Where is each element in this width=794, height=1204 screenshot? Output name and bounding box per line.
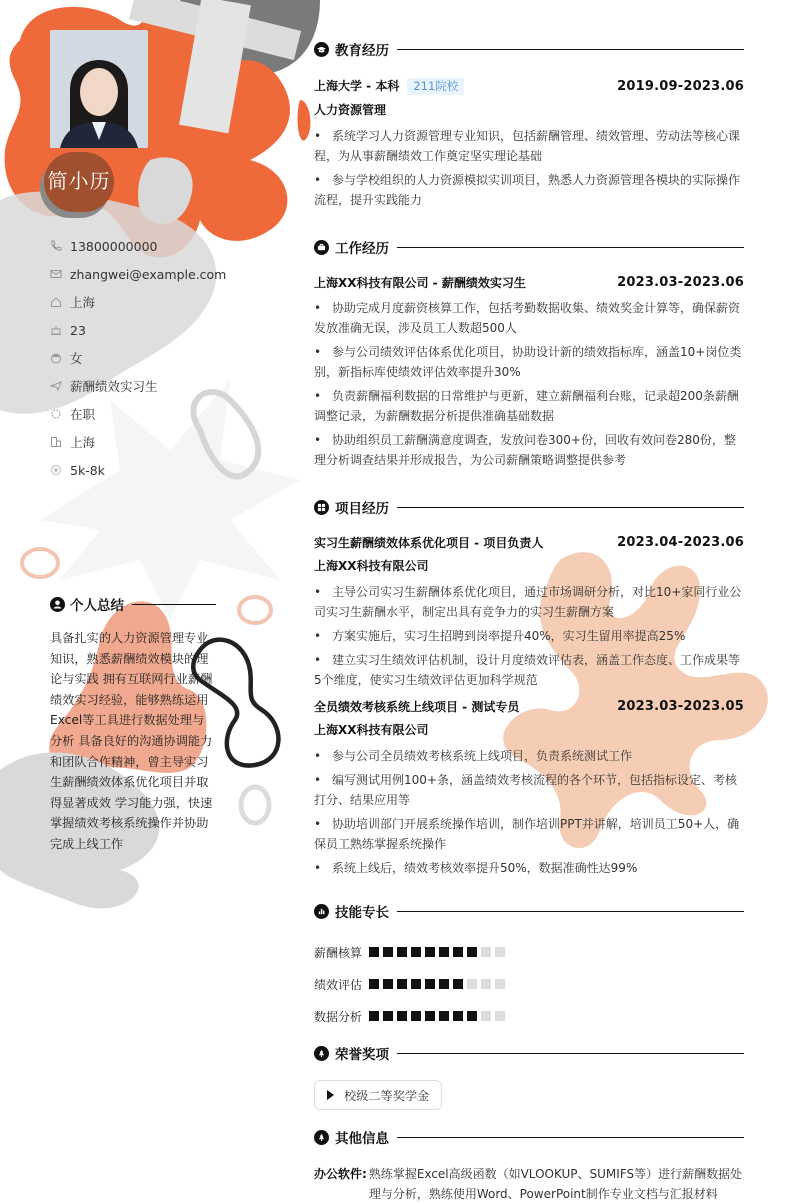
skill-dot-filled (439, 979, 449, 989)
heading-divider (397, 1137, 744, 1138)
summary-section (50, 594, 216, 855)
other-heading (314, 1126, 744, 1148)
info-position (50, 372, 290, 400)
work-section (314, 236, 744, 470)
info-email (50, 260, 290, 288)
bullet-item: • 参与公司全员绩效考核系统上线项目，负责系统测试工作 (314, 746, 744, 766)
skill-dot-filled (453, 1011, 463, 1021)
skill-item (314, 1000, 536, 1032)
education-date: 2019.09-2023.06 (617, 78, 744, 94)
bullet-item: • 方案实施后，实习生招聘到岗率提升40%，实习生留用率提高25% (314, 626, 744, 646)
skills-section (314, 900, 744, 1032)
work-entry-header (314, 272, 744, 292)
heading-divider (397, 1053, 744, 1054)
project-name: 全员绩效考核系统上线项目 - 测试专员 (314, 699, 520, 714)
skill-dot-empty (495, 947, 505, 957)
bullet-item: • 建立实习生绩效评估机制，设计月度绩效评估表，涵盖工作态度、工作成果等5个维度，使实习生绩效评估更加科学规范 (314, 650, 744, 690)
briefcase-icon (314, 240, 329, 255)
skill-item (314, 936, 536, 968)
other-key: 办公软件: (314, 1167, 367, 1181)
skills-heading (314, 900, 744, 922)
school-tag: 211院校 (407, 78, 464, 95)
info-text: 薪酬绩效实习生 (70, 379, 158, 394)
city-icon (50, 436, 62, 448)
info-gender (50, 344, 290, 372)
projects-section (314, 496, 744, 878)
info-text: 上海 (70, 295, 96, 310)
award-icon (314, 1046, 329, 1061)
bullet-item: • 负责薪酬福利数据的日常维护与更新，建立薪酬福利台账，记录超200条薪酬调整记录，为薪酬数据分析提供准确基础数据 (314, 386, 744, 426)
bullet-item: • 系统学习人力资源管理专业知识，包括薪酬管理、绩效管理、劳动法等核心课程，为从事薪酬绩效工作奠定坚实理论基础 (314, 126, 744, 166)
play-triangle-icon (327, 1090, 334, 1100)
other-section (314, 1126, 744, 1204)
skill-dot-filled (425, 1011, 435, 1021)
skill-dot-empty (481, 1011, 491, 1021)
skill-dot-empty (481, 947, 491, 957)
education-entry-header (314, 76, 744, 96)
skill-dot-filled (467, 947, 477, 957)
skill-dot-filled (411, 947, 421, 957)
info-phone (50, 232, 290, 260)
skills-list (314, 936, 744, 1032)
phone-icon (50, 240, 62, 252)
work-title: 工作经历 (335, 241, 389, 257)
skill-dot-empty (467, 979, 477, 989)
project-date: 2023.03-2023.05 (617, 698, 744, 714)
summary-title: 个人总结 (70, 598, 124, 614)
info-text: 女 (70, 351, 83, 366)
school-wrap (314, 77, 464, 95)
skill-level-bar (369, 947, 509, 957)
work-heading (314, 236, 744, 258)
skill-dot-filled (453, 947, 463, 957)
bullet-item: • 编写测试用例100+条，涵盖绩效考核流程的各个环节，包括指标设定、考核打分、结果应用等 (314, 770, 744, 810)
bullet-item: • 协助培训部门开展系统操作培训，制作培训PPT并讲解，培训员工50+人，确保员工熟练掌握系统操作 (314, 814, 744, 854)
awards-section (314, 1042, 744, 1110)
skill-dot-filled (397, 1011, 407, 1021)
info-text: 23 (70, 322, 86, 338)
bullet-item: • 主导公司实习生薪酬体系优化项目，通过市场调研分析，对比10+家同行业公司实习生薪酬水平，制定出具有竞争力的实习生薪酬方案 (314, 582, 744, 622)
other-value: 熟练掌握Excel高级函数（如VLOOKUP、SUMIFS等）进行薪酬数据处理与分析，熟练使用Word、PowerPoint制作专业文档与汇报材料 (368, 1167, 743, 1201)
age-icon (50, 324, 62, 336)
info-status (50, 400, 290, 428)
project-header (314, 532, 744, 552)
bullet-item: • 系统上线后，绩效考核效率提升50%，数据准确性达99% (314, 858, 744, 878)
skills-title: 技能专长 (335, 905, 389, 921)
skill-label: 绩效评估 (314, 977, 363, 992)
skill-dot-empty (495, 979, 505, 989)
major: 人力资源管理 (314, 103, 387, 117)
grid-icon (314, 500, 329, 515)
status-icon (50, 408, 62, 420)
other-item (314, 1164, 744, 1204)
bullet-item: • 协助完成月度薪资核算工作，包括考勤数据收集、绩效奖金计算等，确保薪资发放准确无误，涉及员工人数超500人 (314, 298, 744, 338)
education-section (314, 38, 744, 210)
info-text: 13800000000 (70, 238, 158, 254)
education-title: 教育经历 (335, 43, 389, 59)
skill-label: 数据分析 (314, 1009, 363, 1024)
skill-dot-filled (383, 947, 393, 957)
skill-dot-empty (481, 979, 491, 989)
user-icon (50, 597, 65, 612)
project-item (314, 696, 744, 878)
skill-dot-filled (453, 979, 463, 989)
heading-divider (397, 911, 744, 912)
project-bullets (314, 746, 744, 878)
skill-dot-filled (369, 947, 379, 957)
projects-heading (314, 496, 744, 518)
info-salary (50, 456, 290, 484)
skill-dot-filled (369, 1011, 379, 1021)
bullet-item: • 协助组织员工薪酬满意度调查，发放问卷300+份，回收有效问卷280份，整理分析调查结果并形成报告，为公司薪酬策略调整提供参考 (314, 430, 744, 470)
work-bullets (314, 298, 744, 470)
awards-title: 荣誉奖项 (335, 1047, 389, 1063)
project-name: 实习生薪酬绩效体系优化项目 - 项目负责人 (314, 535, 544, 550)
project-date: 2023.04-2023.06 (617, 534, 744, 550)
skill-dot-filled (411, 979, 421, 989)
award-chip (314, 1080, 442, 1110)
gender-icon (50, 352, 62, 364)
projects-title: 项目经历 (335, 501, 389, 517)
info-home (50, 288, 290, 316)
skill-dot-empty (495, 1011, 505, 1021)
work-company: 上海XX科技有限公司 - 薪酬绩效实习生 (314, 275, 526, 290)
project-header (314, 696, 744, 716)
summary-text: 具备扎实的人力资源管理专业知识，熟悉薪酬绩效模块的理论与实践 拥有互联网行业薪酬绩效实习经验，能够熟练运用Excel等工具进行数据处理与分析 具备良好的沟通协调能力和团队合作精神，曾主导实习生薪酬绩效体系优化项目并取得显著成效 学习能力强，快速掌握绩效考核系统操作并协助完成上线工作 (50, 631, 213, 851)
education-bullets (314, 126, 744, 210)
contact-info-list (50, 232, 290, 484)
skill-level-bar (369, 1011, 509, 1021)
tree-icon (314, 1130, 329, 1145)
skill-dot-filled (439, 947, 449, 957)
skill-dot-filled (439, 1011, 449, 1021)
bullet-item: • 参与公司绩效评估体系优化项目，协助设计新的绩效指标库，涵盖10+岗位类别，新指标库使绩效评估效率提升30% (314, 342, 744, 382)
bar-chart-icon (314, 904, 329, 919)
heading-divider (397, 49, 744, 50)
profile-photo (50, 30, 148, 148)
info-text: 上海 (70, 435, 96, 450)
candidate-name: 简小历 (44, 152, 114, 212)
main-column (314, 38, 744, 1204)
project-company: 上海XX科技有限公司 (314, 723, 429, 737)
education-heading (314, 38, 744, 60)
bullet-item: • 参与学校组织的人力资源模拟实训项目，熟悉人力资源管理各模块的实际操作流程，提升实践能力 (314, 170, 744, 210)
send-icon (50, 380, 62, 392)
graduation-cap-icon (314, 42, 329, 57)
info-age (50, 316, 290, 344)
skill-label: 薪酬核算 (314, 945, 363, 960)
skill-dot-filled (411, 1011, 421, 1021)
skill-dot-filled (397, 979, 407, 989)
school-name: 上海大学 - 本科 (314, 79, 400, 93)
other-title: 其他信息 (335, 1131, 389, 1147)
skill-item (314, 968, 536, 1000)
work-date: 2023.03-2023.06 (617, 274, 744, 290)
award-label: 校级二等奖学金 (344, 1088, 430, 1103)
mail-icon (50, 268, 62, 280)
heading-divider (132, 604, 216, 605)
project-bullets (314, 582, 744, 690)
skill-dot-filled (425, 979, 435, 989)
project-company: 上海XX科技有限公司 (314, 559, 429, 573)
heading-divider (397, 507, 744, 508)
skill-dot-filled (383, 1011, 393, 1021)
skill-dot-filled (425, 947, 435, 957)
skill-dot-filled (397, 947, 407, 957)
info-text: 5k-8k (70, 462, 105, 478)
info-text: zhangwei@example.com (70, 266, 227, 282)
skill-dot-filled (467, 1011, 477, 1021)
skill-dot-filled (369, 979, 379, 989)
heading-divider (397, 247, 744, 248)
project-item (314, 532, 744, 690)
salary-icon (50, 464, 62, 476)
awards-heading (314, 1042, 744, 1064)
home-icon (50, 296, 62, 308)
summary-heading (50, 594, 216, 614)
info-text: 在职 (70, 407, 96, 422)
info-city (50, 428, 290, 456)
skill-level-bar (369, 979, 509, 989)
skill-dot-filled (383, 979, 393, 989)
